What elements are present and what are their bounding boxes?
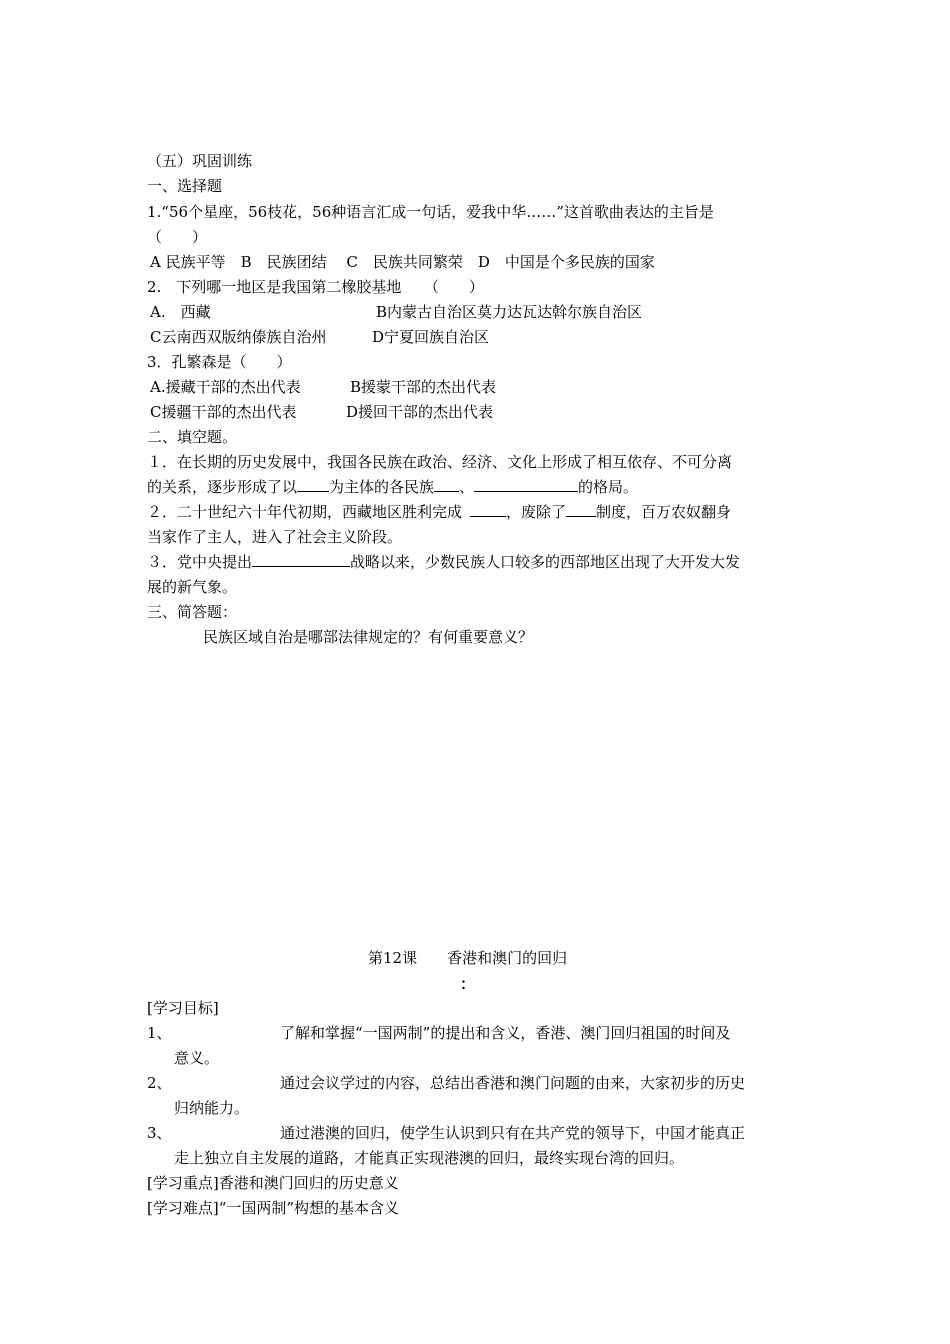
fill-1-text-d: 的格局。 <box>578 478 639 496</box>
fill-1-blank-1 <box>297 477 329 492</box>
fill-1-blank-3 <box>474 477 578 492</box>
section-title: （五）巩固训练 <box>147 152 253 170</box>
fill-1-blank-2 <box>434 477 459 492</box>
lesson-title: 第12课 香港和澳门的回归 <box>368 949 568 967</box>
goal-3-line-1: 通过港澳的回归，使学生认识到只有在共产党的领导下，中国才能真正 <box>280 1124 746 1142</box>
goal-1-line-1: 了解和掌握“一国两制”的提出和含义，香港、澳门回归祖国的时间及 <box>280 1024 731 1042</box>
fill-2-blank-1 <box>470 502 506 517</box>
question-2-option-b: B内蒙古自治区莫力达瓦达斡尔族自治区 <box>376 303 643 321</box>
question-3-text: 3．孔繁森是（ ） <box>147 353 292 371</box>
difficulty-point: [学习难点]“一国两制”构想的基本含义 <box>147 1199 400 1217</box>
fill-3-text-b: 战略以来，少数民族人口较多的西部地区出现了大开发大发 <box>350 553 741 571</box>
fill-3-blank-1 <box>252 552 350 567</box>
question-3-option-c: C援疆干部的杰出代表 <box>150 403 297 421</box>
goals-label: [学习目标] <box>147 999 219 1017</box>
question-1-text: 1.“56个星座，56枝花，56种语言汇成一句话，爱我中华……”这首歌曲表达的主旨是 <box>147 203 714 221</box>
question-2-option-d: D宁夏回族自治区 <box>372 328 490 346</box>
question-2-option-a: A. 西藏 <box>150 303 211 321</box>
goal-3-number: 3、 <box>147 1124 172 1142</box>
goal-1-number: 1、 <box>147 1024 172 1042</box>
question-3-option-d: D援回干部的杰出代表 <box>346 403 494 421</box>
goal-1-line-2: 意义。 <box>174 1049 220 1067</box>
lesson-colon: ： <box>460 975 476 993</box>
part3-title: 三、简答题： <box>147 603 238 621</box>
short-answer-question: 民族区域自治是哪部法律规定的？有何重要意义？ <box>203 628 534 646</box>
question-3-option-a: A.援藏干部的杰出代表 <box>150 378 301 396</box>
fill-3-line-2: 展的新气象。 <box>147 578 238 596</box>
fill-1-line-1: １．在长期的历史发展中，我国各民族在政治、经济、文化上形成了相互依存、不可分离 <box>147 453 733 471</box>
goal-3-line-2: 走上独立自主发展的道路，才能真正实现港澳的回归，最终实现台湾的回归。 <box>174 1149 685 1167</box>
question-3-option-b: B援蒙干部的杰出代表 <box>350 378 497 396</box>
question-2-text: 2. 下列哪一地区是我国第二橡胶基地 （ ） <box>147 278 484 296</box>
fill-2-blank-2 <box>566 502 596 517</box>
fill-2-line-2: 当家作了主人，进入了社会主义阶段。 <box>147 528 403 546</box>
fill-2-text-c: 制度，百万农奴翻身 <box>596 503 732 521</box>
fill-1-text-a: 的关系，逐步形成了以 <box>147 478 298 496</box>
fill-3-text-a: ３．党中央提出 <box>147 553 253 571</box>
fill-2-text-b: ，废除了 <box>506 503 567 521</box>
fill-2-text-a: ２．二十世纪六十年代初期，西藏地区胜利完成 <box>147 503 463 521</box>
fill-1-text-b: 为主体的各民族 <box>329 478 435 496</box>
part2-title: 二、填空题。 <box>147 428 238 446</box>
question-2-option-c: C云南西双版纳傣族自治州 <box>150 328 327 346</box>
goal-2-number: 2、 <box>147 1074 172 1092</box>
fill-1-text-c: 、 <box>459 478 475 496</box>
key-point: [学习重点]香港和澳门回归的历史意义 <box>147 1174 399 1192</box>
part1-title: 一、选择题 <box>147 177 223 195</box>
goal-2-line-1: 通过会议学过的内容，总结出香港和澳门问题的由来，大家初步的历史 <box>280 1074 746 1092</box>
fill-2-line-1 <box>147 502 731 522</box>
question-1-paren: （ ） <box>147 228 208 246</box>
question-1-options: A 民族平等 B 民族团结 C 民族共同繁荣 D 中国是个多民族的国家 <box>150 253 655 271</box>
fill-1-line-2 <box>147 477 638 497</box>
goal-2-line-2: 归纳能力。 <box>174 1099 250 1117</box>
fill-3-line-1 <box>147 552 740 572</box>
